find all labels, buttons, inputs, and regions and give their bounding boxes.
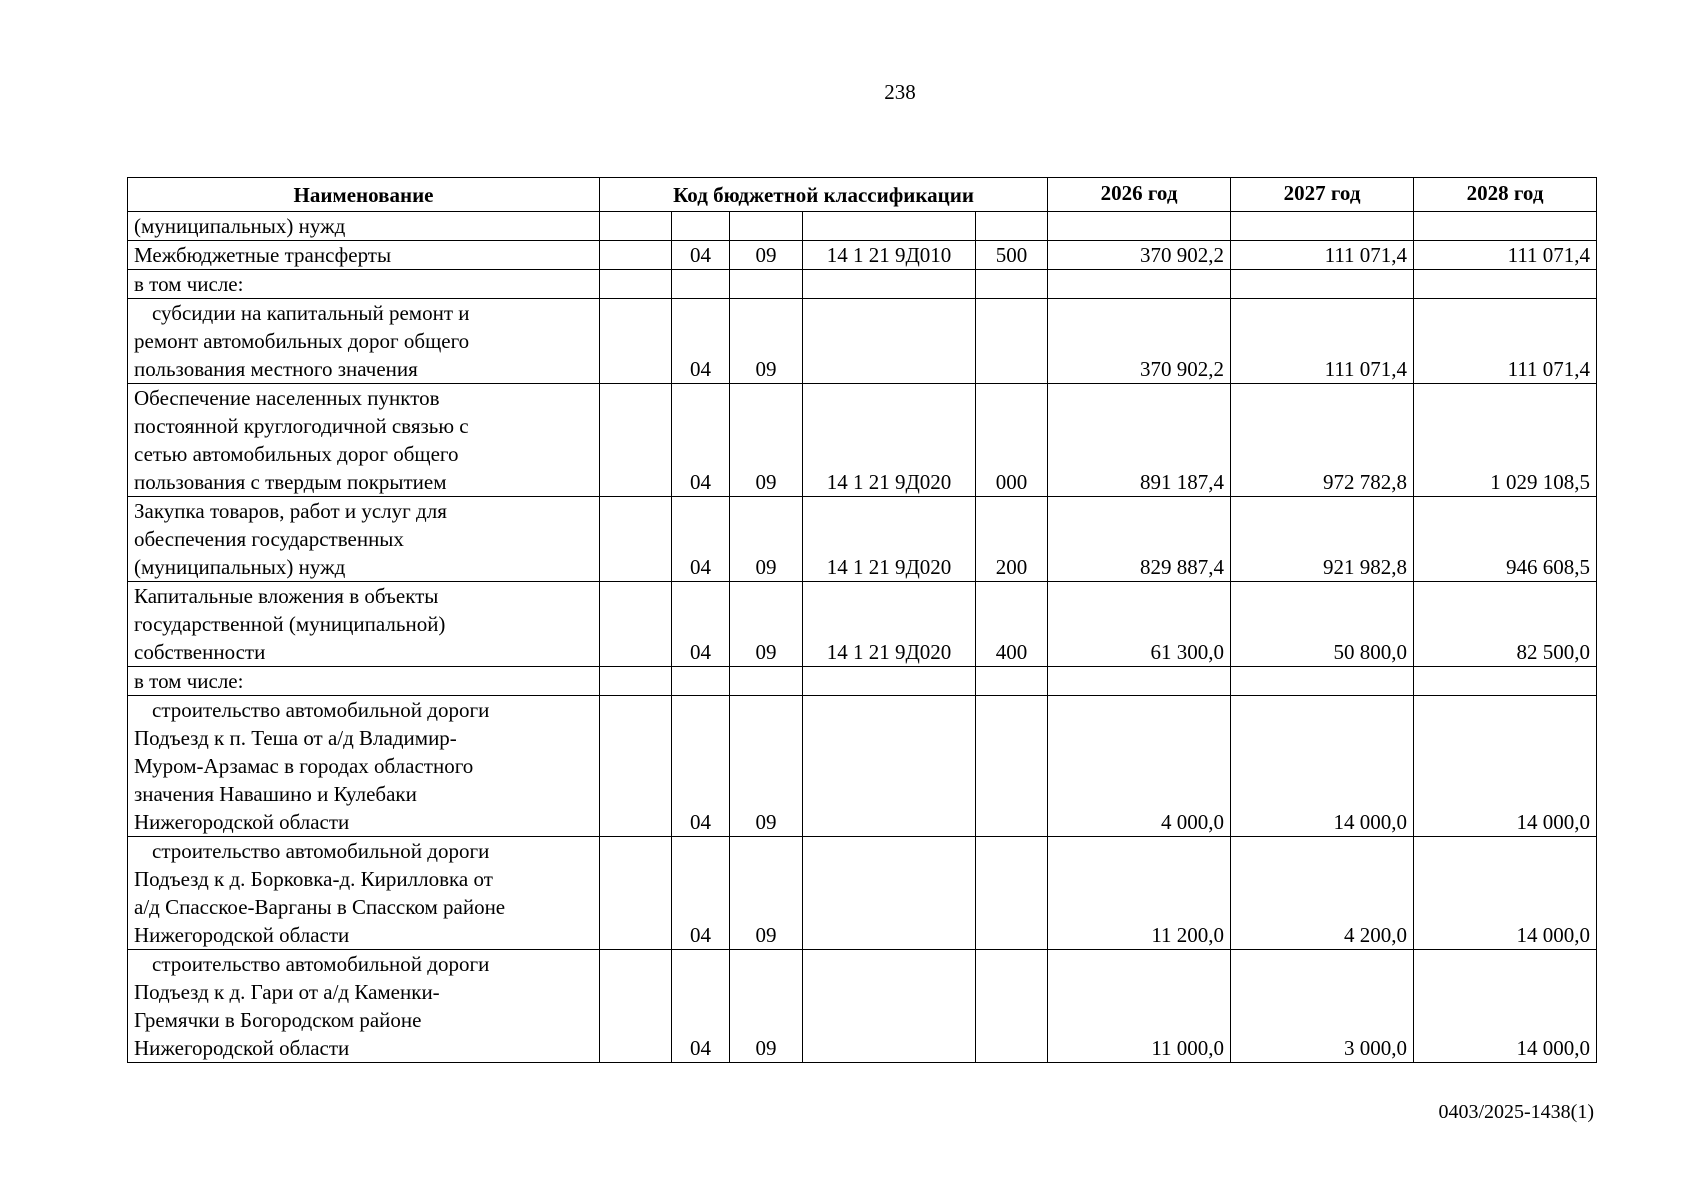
row-name-line: Нижегородской области bbox=[134, 810, 350, 834]
row-name-line: постоянной круглогодичной связью с bbox=[134, 414, 469, 438]
header-2028: 2028 год bbox=[1414, 178, 1597, 212]
value-2028: 111 071,4 bbox=[1414, 299, 1597, 384]
row-name bbox=[128, 384, 600, 497]
code-section: 04 bbox=[672, 837, 730, 950]
code-target-article bbox=[803, 299, 976, 384]
code-spacer-cell bbox=[600, 270, 672, 299]
row-name-line: в том числе: bbox=[134, 669, 244, 693]
code-expense-type bbox=[976, 837, 1048, 950]
value-2028 bbox=[1414, 667, 1597, 696]
code-subsection bbox=[730, 667, 803, 696]
row-name-line: Обеспечение населенных пунктов bbox=[134, 386, 440, 410]
row-name bbox=[128, 299, 600, 384]
row-name bbox=[128, 241, 600, 270]
code-expense-type: 000 bbox=[976, 384, 1048, 497]
code-spacer-cell bbox=[600, 950, 672, 1063]
code-subsection bbox=[730, 270, 803, 299]
row-name-line: Межбюджетные трансферты bbox=[134, 243, 392, 267]
row-name-line: государственной (муниципальной) bbox=[134, 612, 446, 636]
value-2026: 61 300,0 bbox=[1048, 582, 1231, 667]
code-section: 04 bbox=[672, 299, 730, 384]
row-name-line: (муниципальных) нужд bbox=[134, 214, 346, 238]
code-expense-type bbox=[976, 299, 1048, 384]
row-name bbox=[128, 667, 600, 696]
table-row bbox=[128, 497, 1597, 582]
value-2027: 972 782,8 bbox=[1231, 384, 1414, 497]
table-body bbox=[128, 212, 1597, 1063]
row-name-line: пользования местного значения bbox=[134, 357, 418, 381]
code-spacer-cell bbox=[600, 837, 672, 950]
row-name bbox=[128, 270, 600, 299]
table-row bbox=[128, 667, 1597, 696]
row-name-line: ремонт автомобильных дорог общего bbox=[134, 329, 470, 353]
code-subsection: 09 bbox=[730, 384, 803, 497]
header-row bbox=[128, 178, 1597, 212]
row-name bbox=[128, 212, 600, 241]
row-name-line: значения Навашино и Кулебаки bbox=[134, 782, 417, 806]
value-2026: 891 187,4 bbox=[1048, 384, 1231, 497]
code-subsection bbox=[730, 212, 803, 241]
value-2028 bbox=[1414, 270, 1597, 299]
value-2028 bbox=[1414, 212, 1597, 241]
value-2027: 4 200,0 bbox=[1231, 837, 1414, 950]
code-target-article: 14 1 21 9Д020 bbox=[803, 384, 976, 497]
code-subsection: 09 bbox=[730, 299, 803, 384]
value-2027: 111 071,4 bbox=[1231, 299, 1414, 384]
header-name: Наименование bbox=[128, 178, 600, 212]
row-name-line: субсидии на капитальный ремонт и bbox=[152, 301, 470, 325]
document-id: 0403/2025-1438(1) bbox=[1438, 1101, 1594, 1123]
code-section: 04 bbox=[672, 696, 730, 837]
code-subsection: 09 bbox=[730, 696, 803, 837]
table-row bbox=[128, 837, 1597, 950]
code-spacer-cell bbox=[600, 212, 672, 241]
row-name bbox=[128, 950, 600, 1063]
code-section: 04 bbox=[672, 582, 730, 667]
code-target-article bbox=[803, 950, 976, 1063]
code-spacer-cell bbox=[600, 384, 672, 497]
code-section: 04 bbox=[672, 950, 730, 1063]
table-row bbox=[128, 950, 1597, 1063]
row-name bbox=[128, 837, 600, 950]
table-row bbox=[128, 212, 1597, 241]
value-2028: 14 000,0 bbox=[1414, 950, 1597, 1063]
row-name-line: Закупка товаров, работ и услуг для bbox=[134, 499, 447, 523]
code-expense-type bbox=[976, 950, 1048, 1063]
value-2028: 14 000,0 bbox=[1414, 837, 1597, 950]
code-subsection: 09 bbox=[730, 497, 803, 582]
code-target-article bbox=[803, 696, 976, 837]
code-section: 04 bbox=[672, 384, 730, 497]
value-2028: 14 000,0 bbox=[1414, 696, 1597, 837]
value-2026: 11 200,0 bbox=[1048, 837, 1231, 950]
value-2026: 829 887,4 bbox=[1048, 497, 1231, 582]
value-2027: 14 000,0 bbox=[1231, 696, 1414, 837]
code-target-article bbox=[803, 837, 976, 950]
value-2027 bbox=[1231, 667, 1414, 696]
code-target-article: 14 1 21 9Д020 bbox=[803, 497, 976, 582]
value-2027: 921 982,8 bbox=[1231, 497, 1414, 582]
code-expense-type: 400 bbox=[976, 582, 1048, 667]
row-name-line: Подъезд к п. Теша от а/д Владимир- bbox=[134, 726, 457, 750]
row-name-line: а/д Спасское-Варганы в Спасском районе bbox=[134, 895, 506, 919]
row-name-line: строительство автомобильной дороги bbox=[152, 839, 490, 863]
budget-table bbox=[127, 177, 1597, 1063]
row-name bbox=[128, 582, 600, 667]
row-name-line: Нижегородской области bbox=[134, 1036, 350, 1060]
table-row bbox=[128, 696, 1597, 837]
code-expense-type bbox=[976, 212, 1048, 241]
row-name-line: Муром-Арзамас в городах областного bbox=[134, 754, 474, 778]
row-name-line: строительство автомобильной дороги bbox=[152, 698, 490, 722]
code-expense-type bbox=[976, 270, 1048, 299]
code-expense-type bbox=[976, 667, 1048, 696]
header-code: Код бюджетной классификации bbox=[600, 178, 1048, 212]
table-row bbox=[128, 270, 1597, 299]
row-name-line: (муниципальных) нужд bbox=[134, 555, 346, 579]
value-2028: 1 029 108,5 bbox=[1414, 384, 1597, 497]
code-section bbox=[672, 212, 730, 241]
code-target-article: 14 1 21 9Д020 bbox=[803, 582, 976, 667]
code-spacer-cell bbox=[600, 667, 672, 696]
code-target-article bbox=[803, 667, 976, 696]
value-2028: 82 500,0 bbox=[1414, 582, 1597, 667]
value-2027 bbox=[1231, 270, 1414, 299]
row-name-line: сетью автомобильных дорог общего bbox=[134, 442, 459, 466]
value-2026: 370 902,2 bbox=[1048, 241, 1231, 270]
value-2027 bbox=[1231, 212, 1414, 241]
header-2026: 2026 год bbox=[1048, 178, 1231, 212]
code-target-article: 14 1 21 9Д010 bbox=[803, 241, 976, 270]
row-name-line: Подъезд к д. Борковка-д. Кирилловка от bbox=[134, 867, 493, 891]
code-spacer-cell bbox=[600, 241, 672, 270]
value-2026 bbox=[1048, 270, 1231, 299]
code-subsection: 09 bbox=[730, 950, 803, 1063]
value-2026: 11 000,0 bbox=[1048, 950, 1231, 1063]
code-subsection: 09 bbox=[730, 837, 803, 950]
code-target-article bbox=[803, 270, 976, 299]
code-expense-type: 200 bbox=[976, 497, 1048, 582]
row-name bbox=[128, 497, 600, 582]
value-2026: 370 902,2 bbox=[1048, 299, 1231, 384]
code-spacer-cell bbox=[600, 582, 672, 667]
value-2028: 946 608,5 bbox=[1414, 497, 1597, 582]
table-row bbox=[128, 241, 1597, 270]
row-name-line: обеспечения государственных bbox=[134, 527, 404, 551]
code-subsection: 09 bbox=[730, 582, 803, 667]
row-name-line: Нижегородской области bbox=[134, 923, 350, 947]
value-2028: 111 071,4 bbox=[1414, 241, 1597, 270]
row-name-line: собственности bbox=[134, 640, 266, 664]
page-number: 238 bbox=[884, 80, 916, 104]
value-2027: 50 800,0 bbox=[1231, 582, 1414, 667]
table-row bbox=[128, 582, 1597, 667]
code-expense-type bbox=[976, 696, 1048, 837]
code-spacer-cell bbox=[600, 299, 672, 384]
row-name-line: в том числе: bbox=[134, 272, 244, 296]
row-name-line: Гремячки в Богородском районе bbox=[134, 1008, 422, 1032]
code-section: 04 bbox=[672, 497, 730, 582]
value-2027: 111 071,4 bbox=[1231, 241, 1414, 270]
code-subsection: 09 bbox=[730, 241, 803, 270]
value-2026 bbox=[1048, 212, 1231, 241]
value-2027: 3 000,0 bbox=[1231, 950, 1414, 1063]
code-target-article bbox=[803, 212, 976, 241]
row-name-line: пользования с твердым покрытием bbox=[134, 470, 447, 494]
row-name-line: Подъезд к д. Гари от а/д Каменки- bbox=[134, 980, 440, 1004]
row-name bbox=[128, 696, 600, 837]
row-name-line: Капитальные вложения в объекты bbox=[134, 584, 439, 608]
code-section bbox=[672, 667, 730, 696]
code-section: 04 bbox=[672, 241, 730, 270]
code-section bbox=[672, 270, 730, 299]
value-2026 bbox=[1048, 667, 1231, 696]
value-2026: 4 000,0 bbox=[1048, 696, 1231, 837]
table-row bbox=[128, 384, 1597, 497]
code-spacer-cell bbox=[600, 696, 672, 837]
header-2027: 2027 год bbox=[1231, 178, 1414, 212]
table-row bbox=[128, 299, 1597, 384]
code-spacer-cell bbox=[600, 497, 672, 582]
row-name-line: строительство автомобильной дороги bbox=[152, 952, 490, 976]
code-expense-type: 500 bbox=[976, 241, 1048, 270]
